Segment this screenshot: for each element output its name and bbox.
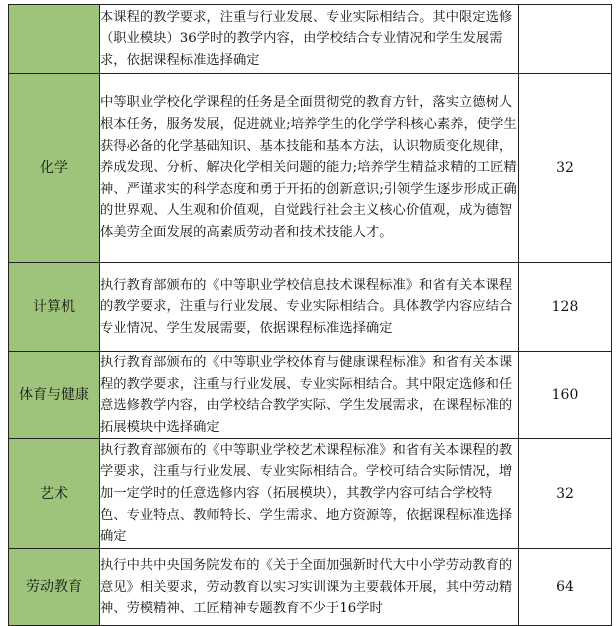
description-cell: 执行中共中央国务院发布的《关于全面加强新时代大中小学劳动教育的意见》相关要求，劳动教育以实习实训课为主要载体开展，其中劳动精神、劳模精神、工匠精神专题教育不少于16学时	[100, 549, 519, 626]
description-cell: 执行教育部颁布的《中等职业学校体育与健康课程标准》和省有关本课程的教学要求，注重与行业发展、专业实际相结合。其中限定选修和任意选修教学内容，由学校结合教学实际、学生发展需求，在课程标准的拓展模块中选择确定	[100, 352, 519, 439]
table-row	[9, 549, 612, 626]
subject-cell: 艺术	[9, 439, 100, 549]
curriculum-table	[8, 4, 612, 626]
hours-cell: 64	[519, 549, 612, 626]
hours-cell	[519, 5, 612, 74]
hours-cell: 32	[519, 439, 612, 549]
table-row	[9, 263, 612, 352]
table-row	[9, 5, 612, 74]
table-row	[9, 439, 612, 549]
subject-cell	[9, 5, 100, 74]
subject-cell: 化学	[9, 74, 100, 263]
table-row	[9, 74, 612, 263]
subject-cell: 体育与健康	[9, 352, 100, 439]
description-cell: 中等职业学校化学课程的任务是全面贯彻党的教育方针，落实立德树人根本任务，服务发展，促进就业;培养学生的化学学科核心素养，使学生获得必备的化学基础知识、基本技能和基本方法，认识物质变化规律，养成发现、分析、解决化学相关问题的能力;培养学生精益求精的工匠精神、严谨求实的科学态度和勇于开拓的创新意识;引领学生逐步形成正确的世界观、人生观和价值观，自觉践行社会主义核心价值观，成为德智体美劳全面发展的高素质劳动者和技术技能人才。	[100, 74, 519, 263]
hours-cell: 32	[519, 74, 612, 263]
hours-cell: 128	[519, 263, 612, 352]
description-cell: 执行教育部颁布的《中等职业学校信息技术课程标准》和省有关本课程的教学要求，注重与行业发展、专业实际相结合。具体教学内容应结合专业情况、学生发展需要，依据课程标准选择确定	[100, 263, 519, 352]
description-cell: 本课程的教学要求，注重与行业发展、专业实际相结合。其中限定选修（职业模块）36学时的教学内容，由学校结合专业情况和学生发展需求，依据课程标准选择确定	[100, 5, 519, 74]
table-row	[9, 352, 612, 439]
subject-cell: 劳动教育	[9, 549, 100, 626]
hours-cell: 160	[519, 352, 612, 439]
subject-cell: 计算机	[9, 263, 100, 352]
description-cell: 执行教育部颁布的《中等职业学校艺术课程标准》和省有关本课程的教学要求，注重与行业发展、专业实际相结合。学校可结合实际情况，增加一定学时的任意选修内容（拓展模块），其教学内容可结合学校特色、专业特点、教师特长、学生需求、地方资源等，依据课程标准选择确定	[100, 439, 519, 549]
